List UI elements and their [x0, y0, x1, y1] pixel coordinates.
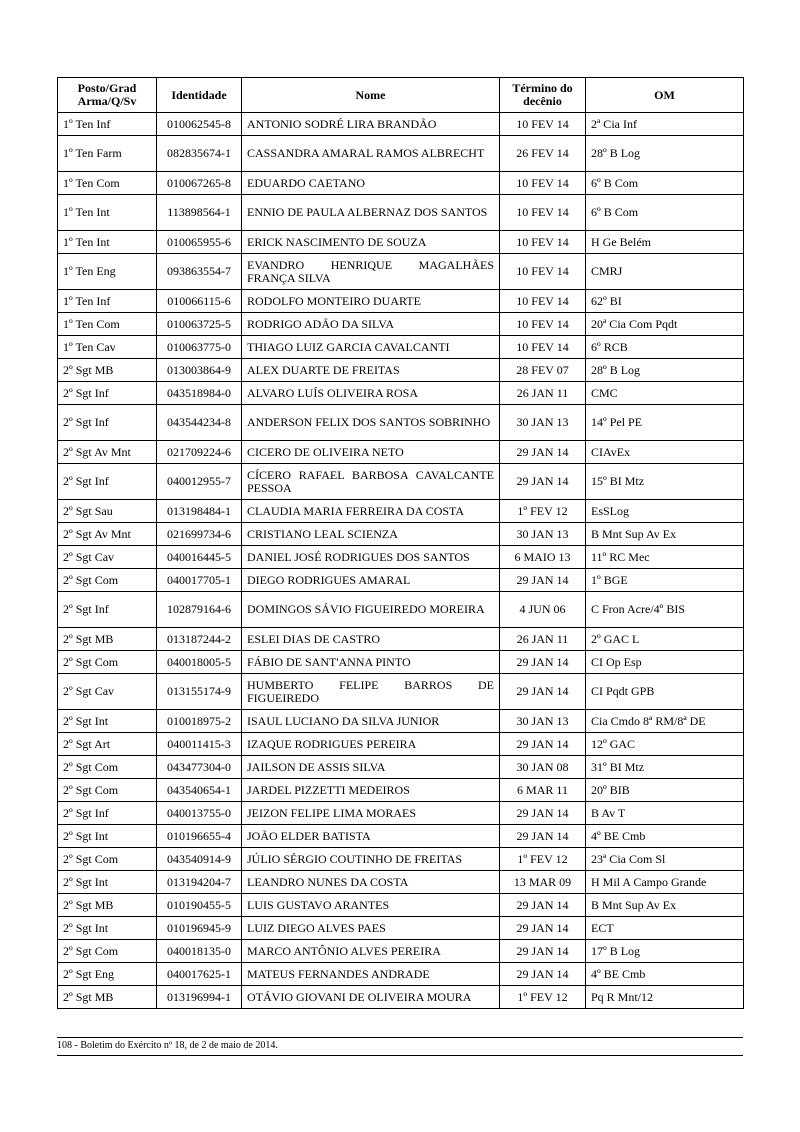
cell-nome: DANIEL JOSÉ RODRIGUES DOS SANTOS	[242, 546, 500, 569]
table-body	[58, 113, 744, 1009]
cell-identidade: 021709224-6	[157, 441, 242, 464]
cell-identidade: 010018975-2	[157, 710, 242, 733]
cell-identidade: 043544234-8	[157, 405, 242, 441]
cell-termino: 26 JAN 11	[500, 628, 586, 651]
table-row	[58, 359, 744, 382]
cell-om: CMRJ	[586, 254, 744, 290]
cell-termino: 30 JAN 13	[500, 523, 586, 546]
cell-identidade: 040018135-0	[157, 940, 242, 963]
cell-identidade: 040012955-7	[157, 464, 242, 500]
roster-table	[57, 77, 744, 1009]
cell-nome: EVANDRO HENRIQUE MAGALHÃES FRANÇA SILVA	[242, 254, 500, 290]
header-posto-line2: Arma/Q/Sv	[77, 94, 137, 108]
cell-nome: LUIS GUSTAVO ARANTES	[242, 894, 500, 917]
table-row	[58, 963, 744, 986]
cell-om: 6º RCB	[586, 336, 744, 359]
cell-nome: RODRIGO ADÃO DA SILVA	[242, 313, 500, 336]
cell-posto: 2º Sgt Inf	[58, 382, 157, 405]
table-row	[58, 523, 744, 546]
cell-om: 2ª Cia Inf	[586, 113, 744, 136]
header-identidade: Identidade	[157, 78, 242, 113]
table-row	[58, 756, 744, 779]
cell-termino: 1º FEV 12	[500, 986, 586, 1009]
cell-om: H Mil A Campo Grande	[586, 871, 744, 894]
cell-nome: OTÁVIO GIOVANI DE OLIVEIRA MOURA	[242, 986, 500, 1009]
table-row	[58, 779, 744, 802]
table-row	[58, 254, 744, 290]
cell-posto: 2º Sgt Int	[58, 871, 157, 894]
cell-termino: 29 JAN 14	[500, 464, 586, 500]
cell-posto: 2º Sgt Inf	[58, 592, 157, 628]
cell-nome: JARDEL PIZZETTI MEDEIROS	[242, 779, 500, 802]
table-row	[58, 382, 744, 405]
cell-nome: CICERO DE OLIVEIRA NETO	[242, 441, 500, 464]
cell-nome: LEANDRO NUNES DA COSTA	[242, 871, 500, 894]
table-row	[58, 500, 744, 523]
cell-om: 11º RC Mec	[586, 546, 744, 569]
cell-nome: LUIZ DIEGO ALVES PAES	[242, 917, 500, 940]
cell-nome: DOMINGOS SÁVIO FIGUEIREDO MOREIRA	[242, 592, 500, 628]
cell-posto: 2º Sgt Cav	[58, 674, 157, 710]
cell-om: H Ge Belém	[586, 231, 744, 254]
table-row	[58, 917, 744, 940]
cell-termino: 30 JAN 13	[500, 405, 586, 441]
cell-identidade: 013003864-9	[157, 359, 242, 382]
cell-posto: 1º Ten Inf	[58, 290, 157, 313]
cell-termino: 26 JAN 11	[500, 382, 586, 405]
cell-nome: RODOLFO MONTEIRO DUARTE	[242, 290, 500, 313]
cell-om: 6º B Com	[586, 172, 744, 195]
cell-identidade: 010067265-8	[157, 172, 242, 195]
cell-nome: MATEUS FERNANDES ANDRADE	[242, 963, 500, 986]
table-row	[58, 628, 744, 651]
table-row	[58, 651, 744, 674]
cell-posto: 2º Sgt Av Mnt	[58, 523, 157, 546]
cell-nome: THIAGO LUIZ GARCIA CAVALCANTI	[242, 336, 500, 359]
cell-identidade: 013198484-1	[157, 500, 242, 523]
cell-om: CI Pqdt GPB	[586, 674, 744, 710]
cell-termino: 6 MAR 11	[500, 779, 586, 802]
cell-om: Pq R Mnt/12	[586, 986, 744, 1009]
cell-termino: 10 FEV 14	[500, 254, 586, 290]
cell-om: 20ª Cia Com Pqdt	[586, 313, 744, 336]
table-row	[58, 674, 744, 710]
cell-om: 23ª Cia Com Sl	[586, 848, 744, 871]
cell-om: B Av T	[586, 802, 744, 825]
header-nome: Nome	[242, 78, 500, 113]
table-row	[58, 441, 744, 464]
cell-posto: 2º Sgt Com	[58, 756, 157, 779]
cell-identidade: 040013755-0	[157, 802, 242, 825]
cell-termino: 29 JAN 14	[500, 940, 586, 963]
cell-identidade: 010190455-5	[157, 894, 242, 917]
cell-nome: EDUARDO CAETANO	[242, 172, 500, 195]
cell-termino: 29 JAN 14	[500, 963, 586, 986]
cell-identidade: 113898564-1	[157, 195, 242, 231]
cell-om: 28º B Log	[586, 136, 744, 172]
cell-identidade: 043540654-1	[157, 779, 242, 802]
footer-rule-bottom	[57, 1055, 743, 1056]
cell-om: 2º GAC L	[586, 628, 744, 651]
cell-nome: HUMBERTO FELIPE BARROS DE FIGUEIREDO	[242, 674, 500, 710]
cell-om: 4º BE Cmb	[586, 825, 744, 848]
cell-termino: 1º FEV 12	[500, 500, 586, 523]
cell-identidade: 093863554-7	[157, 254, 242, 290]
cell-posto: 2º Sgt Inf	[58, 464, 157, 500]
cell-termino: 1º FEV 12	[500, 848, 586, 871]
table-row	[58, 113, 744, 136]
cell-posto: 1º Ten Int	[58, 195, 157, 231]
cell-identidade: 040018005-5	[157, 651, 242, 674]
cell-posto: 2º Sgt Com	[58, 651, 157, 674]
cell-posto: 2º Sgt Com	[58, 779, 157, 802]
cell-om: 12º GAC	[586, 733, 744, 756]
cell-identidade: 010062545-8	[157, 113, 242, 136]
cell-posto: 2º Sgt MB	[58, 894, 157, 917]
cell-nome: JOÃO ELDER BATISTA	[242, 825, 500, 848]
cell-termino: 29 JAN 14	[500, 894, 586, 917]
cell-identidade: 010063725-5	[157, 313, 242, 336]
table-header-row	[58, 78, 744, 113]
table-row	[58, 569, 744, 592]
table-row	[58, 940, 744, 963]
cell-om: 31º BI Mtz	[586, 756, 744, 779]
table-row	[58, 894, 744, 917]
table-row	[58, 172, 744, 195]
cell-identidade: 010196655-4	[157, 825, 242, 848]
cell-identidade: 013187244-2	[157, 628, 242, 651]
header-om: OM	[586, 78, 744, 113]
cell-identidade: 013194204-7	[157, 871, 242, 894]
cell-nome: JÚLIO SÉRGIO COUTINHO DE FREITAS	[242, 848, 500, 871]
cell-termino: 26 FEV 14	[500, 136, 586, 172]
cell-posto: 2º Sgt MB	[58, 628, 157, 651]
cell-om: 28º B Log	[586, 359, 744, 382]
cell-nome: ANTONIO SODRÉ LIRA BRANDÃO	[242, 113, 500, 136]
cell-identidade: 013155174-9	[157, 674, 242, 710]
cell-nome: ANDERSON FELIX DOS SANTOS SOBRINHO	[242, 405, 500, 441]
cell-om: ECT	[586, 917, 744, 940]
cell-identidade: 043477304-0	[157, 756, 242, 779]
cell-om: Cia Cmdo 8ª RM/8ª DE	[586, 710, 744, 733]
header-termino-line2: decênio	[523, 94, 562, 108]
header-termino-line1: Término do	[512, 81, 573, 95]
table-row	[58, 592, 744, 628]
cell-posto: 2º Sgt Av Mnt	[58, 441, 157, 464]
cell-nome: ESLEI DIAS DE CASTRO	[242, 628, 500, 651]
cell-posto: 2º Sgt Art	[58, 733, 157, 756]
cell-nome: CÍCERO RAFAEL BARBOSA CAVALCANTE PESSOA	[242, 464, 500, 500]
cell-om: EsSLog	[586, 500, 744, 523]
cell-om: B Mnt Sup Av Ex	[586, 894, 744, 917]
cell-posto: 2º Sgt Int	[58, 917, 157, 940]
table-row	[58, 710, 744, 733]
cell-identidade: 010063775-0	[157, 336, 242, 359]
cell-termino: 10 FEV 14	[500, 195, 586, 231]
cell-nome: ENNIO DE PAULA ALBERNAZ DOS SANTOS	[242, 195, 500, 231]
cell-posto: 1º Ten Cav	[58, 336, 157, 359]
cell-termino: 29 JAN 14	[500, 802, 586, 825]
cell-nome: FÁBIO DE SANT'ANNA PINTO	[242, 651, 500, 674]
cell-posto: 2º Sgt Cav	[58, 546, 157, 569]
cell-posto: 1º Ten Com	[58, 313, 157, 336]
cell-om: 17º B Log	[586, 940, 744, 963]
cell-termino: 30 JAN 13	[500, 710, 586, 733]
cell-termino: 10 FEV 14	[500, 231, 586, 254]
cell-identidade: 013196994-1	[157, 986, 242, 1009]
cell-termino: 29 JAN 14	[500, 917, 586, 940]
table-row	[58, 405, 744, 441]
cell-termino: 10 FEV 14	[500, 313, 586, 336]
footer-citation: 108 - Boletim do Exército nº 18, de 2 de maio de 2014.	[57, 1040, 278, 1051]
cell-termino: 29 JAN 14	[500, 569, 586, 592]
table-row	[58, 290, 744, 313]
cell-identidade: 040016445-5	[157, 546, 242, 569]
cell-nome: ERICK NASCIMENTO DE SOUZA	[242, 231, 500, 254]
cell-termino: 29 JAN 14	[500, 441, 586, 464]
cell-termino: 29 JAN 14	[500, 825, 586, 848]
cell-identidade: 010066115-6	[157, 290, 242, 313]
header-posto-line1: Posto/Grad	[77, 81, 137, 95]
cell-identidade: 010196945-9	[157, 917, 242, 940]
cell-nome: CRISTIANO LEAL SCIENZA	[242, 523, 500, 546]
cell-termino: 29 JAN 14	[500, 674, 586, 710]
cell-termino: 13 MAR 09	[500, 871, 586, 894]
header-termino	[500, 78, 586, 113]
cell-nome: ALEX DUARTE DE FREITAS	[242, 359, 500, 382]
cell-posto: 1º Ten Inf	[58, 113, 157, 136]
cell-posto: 1º Ten Int	[58, 231, 157, 254]
cell-nome: JEIZON FELIPE LIMA MORAES	[242, 802, 500, 825]
cell-posto: 2º Sgt Int	[58, 710, 157, 733]
header-posto	[58, 78, 157, 113]
cell-posto: 2º Sgt Com	[58, 940, 157, 963]
cell-nome: CLAUDIA MARIA FERREIRA DA COSTA	[242, 500, 500, 523]
table-row	[58, 825, 744, 848]
table-row	[58, 871, 744, 894]
cell-identidade: 043518984-0	[157, 382, 242, 405]
table-row	[58, 231, 744, 254]
cell-posto: 2º Sgt Com	[58, 848, 157, 871]
table-row	[58, 848, 744, 871]
cell-identidade: 043540914-9	[157, 848, 242, 871]
cell-nome: CASSANDRA AMARAL RAMOS ALBRECHT	[242, 136, 500, 172]
cell-termino: 10 FEV 14	[500, 290, 586, 313]
cell-om: CIAvEx	[586, 441, 744, 464]
cell-posto: 1º Ten Eng	[58, 254, 157, 290]
table-row	[58, 195, 744, 231]
cell-nome: ISAUL LUCIANO DA SILVA JUNIOR	[242, 710, 500, 733]
cell-posto: 2º Sgt Inf	[58, 405, 157, 441]
cell-om: CMC	[586, 382, 744, 405]
cell-termino: 10 FEV 14	[500, 336, 586, 359]
cell-termino: 30 JAN 08	[500, 756, 586, 779]
cell-identidade: 040011415-3	[157, 733, 242, 756]
table-row	[58, 464, 744, 500]
cell-om: CI Op Esp	[586, 651, 744, 674]
cell-om: 1º BGE	[586, 569, 744, 592]
cell-identidade: 082835674-1	[157, 136, 242, 172]
cell-posto: 2º Sgt Eng	[58, 963, 157, 986]
cell-identidade: 040017625-1	[157, 963, 242, 986]
cell-termino: 4 JUN 06	[500, 592, 586, 628]
table-row	[58, 546, 744, 569]
cell-posto: 2º Sgt Inf	[58, 802, 157, 825]
cell-om: C Fron Acre/4º BIS	[586, 592, 744, 628]
cell-termino: 10 FEV 14	[500, 113, 586, 136]
table-row	[58, 802, 744, 825]
table-row	[58, 136, 744, 172]
table-row	[58, 313, 744, 336]
cell-posto: 1º Ten Com	[58, 172, 157, 195]
cell-termino: 29 JAN 14	[500, 651, 586, 674]
cell-termino: 29 JAN 14	[500, 733, 586, 756]
cell-nome: JAILSON DE ASSIS SILVA	[242, 756, 500, 779]
cell-nome: MARCO ANTÔNIO ALVES PEREIRA	[242, 940, 500, 963]
cell-termino: 10 FEV 14	[500, 172, 586, 195]
cell-posto: 2º Sgt Int	[58, 825, 157, 848]
cell-posto: 1º Ten Farm	[58, 136, 157, 172]
cell-om: 6º B Com	[586, 195, 744, 231]
footer-rule-top	[57, 1037, 743, 1038]
cell-om: 14º Pel PE	[586, 405, 744, 441]
table-row	[58, 733, 744, 756]
cell-identidade: 010065955-6	[157, 231, 242, 254]
table-row	[58, 336, 744, 359]
cell-nome: IZAQUE RODRIGUES PEREIRA	[242, 733, 500, 756]
cell-om: 20º BIB	[586, 779, 744, 802]
cell-om: 4º BE Cmb	[586, 963, 744, 986]
cell-termino: 6 MAIO 13	[500, 546, 586, 569]
cell-identidade: 021699734-6	[157, 523, 242, 546]
cell-posto: 2º Sgt Com	[58, 569, 157, 592]
cell-termino: 28 FEV 07	[500, 359, 586, 382]
cell-om: B Mnt Sup Av Ex	[586, 523, 744, 546]
cell-posto: 2º Sgt MB	[58, 359, 157, 382]
cell-om: 15º BI Mtz	[586, 464, 744, 500]
cell-identidade: 102879164-6	[157, 592, 242, 628]
cell-posto: 2º Sgt Sau	[58, 500, 157, 523]
table-row	[58, 986, 744, 1009]
cell-om: 62º BI	[586, 290, 744, 313]
cell-nome: DIEGO RODRIGUES AMARAL	[242, 569, 500, 592]
cell-identidade: 040017705-1	[157, 569, 242, 592]
cell-nome: ALVARO LUÍS OLIVEIRA ROSA	[242, 382, 500, 405]
cell-posto: 2º Sgt MB	[58, 986, 157, 1009]
